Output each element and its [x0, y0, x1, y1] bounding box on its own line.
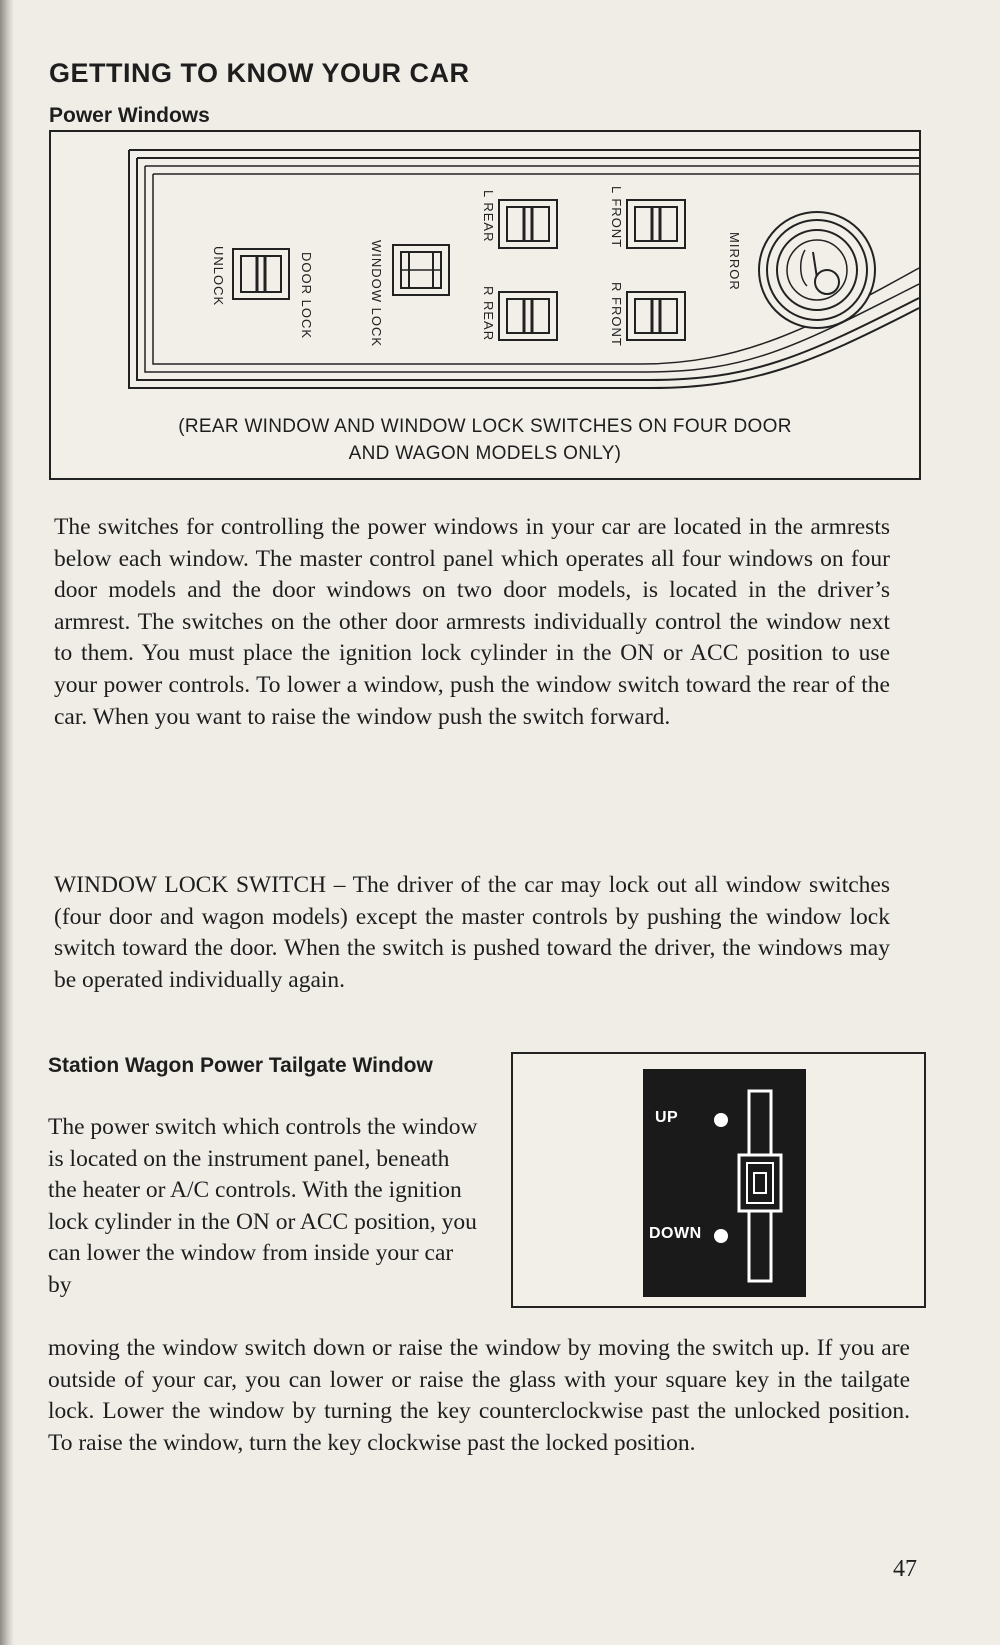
l-front-window-switch: [627, 200, 685, 248]
power-windows-paragraph: The switches for controlling the power windows in your car are located in the armrests below each window. The master control panel which operates all four windows on four door models and the door windows on two door models, is located in the driver’s armrest. The switches on the other door armrests individually control the window next to them. You must place the ignition lock cylinder in the ON or ACC position to use your power controls. To lower a window, push the window switch toward the rear of the car. When you want to raise the window push the switch forward.: [54, 514, 890, 730]
mirror-control-knob: [759, 212, 875, 328]
label-l-rear: L REAR: [481, 190, 496, 243]
diagram-caption-line-1: (REAR WINDOW AND WINDOW LOCK SWITCHES ON FOUR DOOR: [178, 416, 792, 437]
window-lock-paragraph: WINDOW LOCK SWITCH – The driver of the car may lock out all window switches (four door and wagon models) except the master controls by pushing the window lock switch toward the door. When the switch is pushed toward the driver, the windows may be operated individually again.: [54, 872, 890, 993]
label-l-front: L FRONT: [609, 186, 624, 249]
page-heading: GETTING TO KNOW YOUR CAR: [49, 58, 470, 88]
window-lock-switch: [393, 245, 449, 295]
down-label: DOWN: [649, 1225, 702, 1242]
page-number: 47: [893, 1556, 917, 1582]
tailgate-section-title: Station Wagon Power Tailgate Window: [48, 1054, 433, 1077]
tailgate-rocker-switch: [643, 1069, 806, 1297]
label-door-lock: DOOR LOCK: [299, 252, 314, 340]
tailgate-switch-figure: [511, 1052, 926, 1308]
label-r-front: R FRONT: [609, 282, 624, 347]
door-lock-switch: [233, 249, 289, 299]
r-rear-window-switch: [499, 292, 557, 340]
r-front-window-switch: [627, 292, 685, 340]
label-r-rear: R REAR: [481, 286, 496, 342]
tailgate-switch-panel: [643, 1069, 806, 1297]
page-binding-shadow: [0, 0, 14, 1645]
label-window-lock: WINDOW LOCK: [369, 240, 384, 348]
power-window-switch-diagram: [49, 130, 921, 480]
tailgate-paragraph-end: moving the window switch down or raise the window by moving the switch up. If you are outside of your car, you can lower or raise the glass with your square key in the tailgate lock. Lower the window by turning the key counterclockwise past the unlocked position. To raise the window, turn the key clockwise past the locked position.: [48, 1335, 910, 1456]
label-mirror: MIRROR: [727, 232, 742, 291]
label-unlock: UNLOCK: [211, 246, 226, 307]
power-windows-title: Power Windows: [49, 104, 210, 127]
diagram-caption-line-2: AND WAGON MODELS ONLY): [348, 443, 622, 464]
l-rear-window-switch: [499, 200, 557, 248]
tailgate-paragraph-start: The power switch which controls the window is located on the instrument panel, beneath the heater or A/C controls. With the ignition lock cylinder in the ON or ACC position, you can lower the window from inside your car by: [48, 1114, 478, 1298]
up-label: UP: [655, 1109, 679, 1126]
